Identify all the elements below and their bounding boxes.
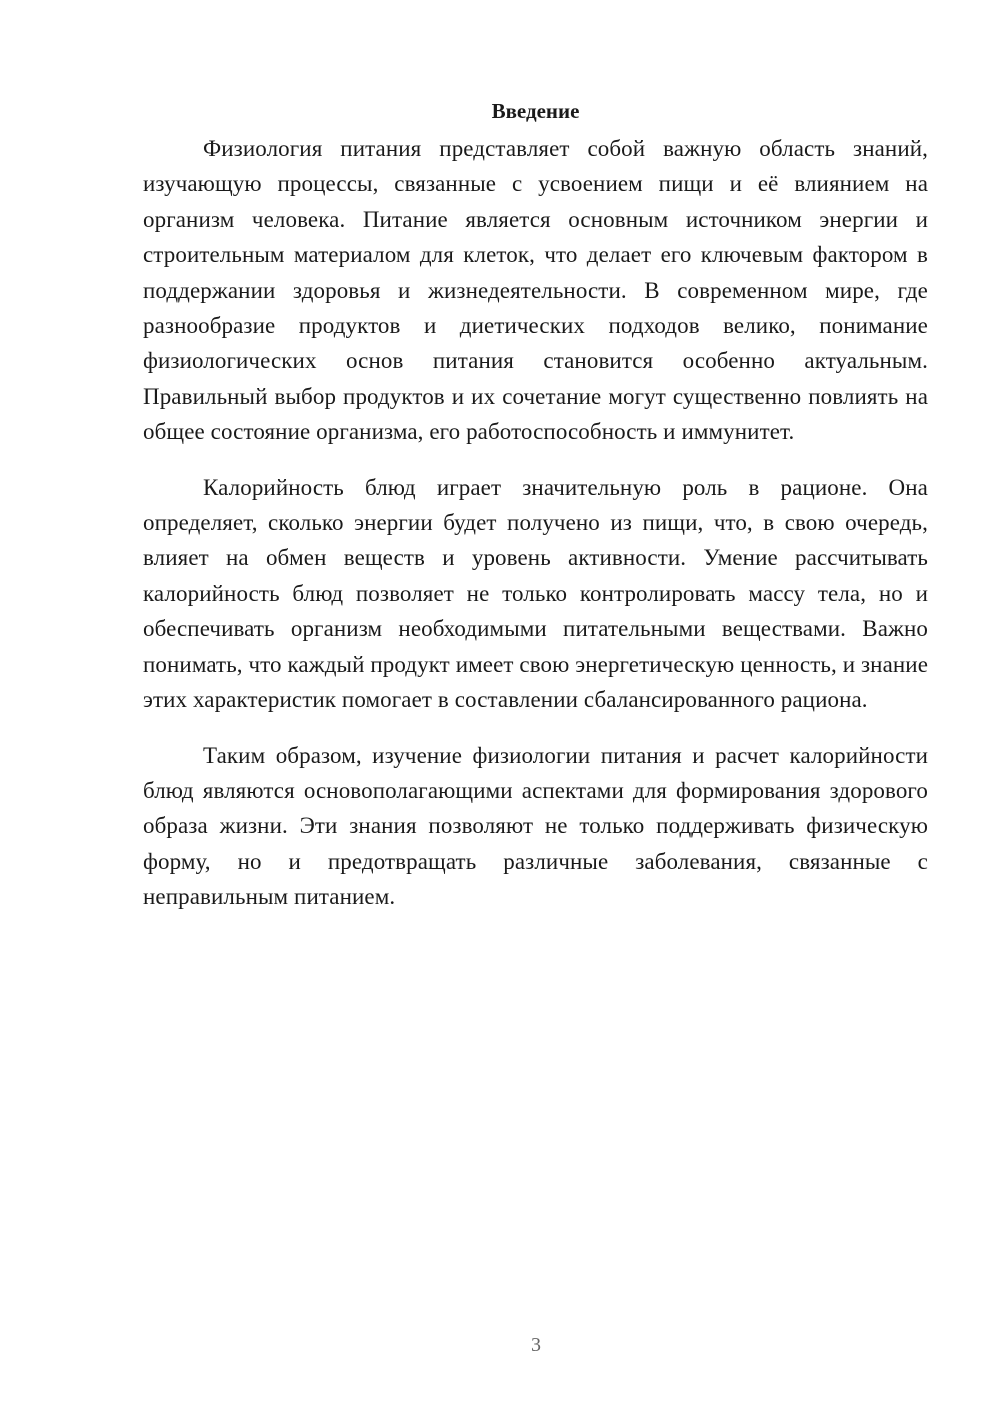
paragraph-2: Калорийность блюд играет значительную роль в рационе. Она определяет, сколько энергии будет получено из пищи, что, в свою очередь, влияет на обмен веществ и уровень активности. Умение рассчитывать калорийность блюд позволяет не только контролировать массу тела, но и обеспечивать организм необходимыми питательными веществами. Важно понимать, что каждый продукт имеет свою энергетическую ценность, и знание этих характеристик помогает в составлении сбалансированного рациона. [143,474,928,713]
paragraph-1: Физиология питания представляет собой важную область знаний, изучающую процессы, связанные с усвоением пищи и её влиянием на организм человека. Питание является основным источником энергии и строительным материалом для клеток, что делает его ключевым фактором в поддержании здоровья и жизнедеятельности. В современном мире, где разнообразие продуктов и диетических подходов велико, понимание физиологических основ питания становится особенно актуальным. Правильный выбор продуктов и их сочетание могут существенно повлиять на общее состояние организма, его работоспособность и иммунитет. [143,136,928,445]
page-number: 3 [531,1334,541,1356]
paragraph-3: Таким образом, изучение физиологии питания и расчет калорийности блюд являются основополагающими аспектами для формирования здорового образа жизни. Эти знания позволяют не только поддерживать физическую форму, но и предотвращать различные заболевания, связанные с неправильным питанием. [143,742,928,910]
page-content [143,96,928,935]
section-title: Введение [491,99,580,123]
